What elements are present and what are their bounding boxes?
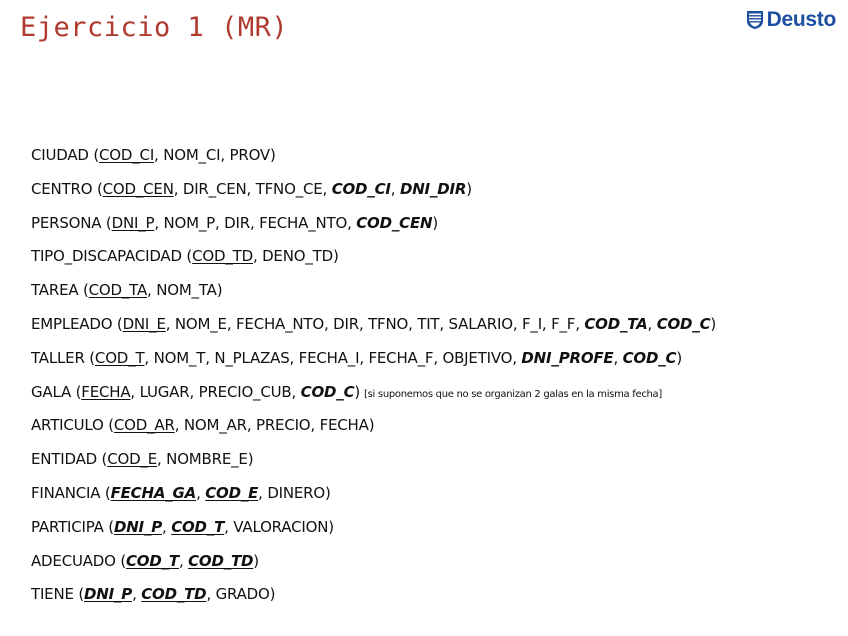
relation-row: ADECUADO (COD_T, COD_TD) xyxy=(31,551,259,570)
relation-name: CENTRO xyxy=(31,179,93,198)
attribute: FECHA_F xyxy=(368,348,434,367)
relation-row: TIPO_DISCAPACIDAD (COD_TD, DENO_TD) xyxy=(31,247,339,266)
attribute: PRECIO xyxy=(255,416,311,435)
attribute: VALORACION xyxy=(233,517,329,536)
relational-model-list xyxy=(31,141,836,614)
attribute: DIR_CEN xyxy=(182,179,247,198)
relation-name: TAREA xyxy=(31,281,79,300)
primary-key-attribute: DNI_P xyxy=(111,213,155,232)
primary-key-attribute: FECHA_GA xyxy=(110,483,197,502)
foreign-key-attribute: COD_CEN xyxy=(356,213,433,232)
foreign-key-attribute: COD_CI xyxy=(331,179,391,198)
deusto-logo xyxy=(746,8,836,32)
relation-name: TALLER xyxy=(31,348,85,367)
relation-row: ENTIDAD (COD_E, NOMBRE_E) xyxy=(31,450,254,469)
primary-key-attribute: COD_T xyxy=(171,517,225,536)
relation-name: FINANCIA xyxy=(31,483,101,502)
relation-name: PERSONA xyxy=(31,213,102,232)
attribute: SALARIO xyxy=(448,314,513,333)
attribute: PROV xyxy=(229,146,270,164)
primary-key-attribute: FECHA xyxy=(81,382,131,401)
relation-note: [si suponemos que no se organizan 2 galas en la misma fecha] xyxy=(364,388,662,400)
slide-title: Ejercicio 1 (MR) xyxy=(20,12,289,43)
attribute: PRECIO_CUB xyxy=(198,382,292,401)
attribute: N_PLAZAS xyxy=(214,348,290,367)
primary-key-attribute: COD_TD xyxy=(141,585,207,604)
relation-row: TALLER (COD_T, NOM_T, N_PLAZAS, FECHA_I, FECHA_F, OBJETIVO, DNI_PROFE, COD_C) xyxy=(31,348,683,367)
primary-key-attribute: COD_TD xyxy=(188,551,254,570)
relation-row: PERSONA (DNI_P, NOM_P, DIR, FECHA_NTO, COD_CEN) xyxy=(31,213,439,232)
attribute: FECHA xyxy=(319,416,369,435)
relation-row: CIUDAD (COD_CI, NOM_CI, PROV) xyxy=(31,146,276,164)
relation-name: CIUDAD xyxy=(31,146,89,164)
attribute: NOM_T xyxy=(153,348,206,367)
attribute: DINERO xyxy=(267,483,326,502)
foreign-key-attribute: DNI_DIR xyxy=(399,179,467,198)
attribute: FECHA_I xyxy=(298,348,360,367)
primary-key-attribute: COD_CI xyxy=(99,146,155,164)
relation-name: ENTIDAD xyxy=(31,450,97,469)
primary-key-attribute: COD_T xyxy=(94,348,145,367)
foreign-key-attribute: DNI_PROFE xyxy=(521,348,614,367)
attribute: F_I xyxy=(521,314,542,333)
attribute: NOM_E xyxy=(174,314,227,333)
foreign-key-attribute: COD_C xyxy=(622,348,677,367)
relation-row: GALA (FECHA, LUGAR, PRECIO_CUB, COD_C) [si suponemos que no se organizan 2 galas en la misma fecha] xyxy=(31,382,662,401)
relation-name: TIPO_DISCAPACIDAD xyxy=(31,247,182,266)
relation-name: TIENE xyxy=(31,585,74,604)
primary-key-attribute: COD_E xyxy=(107,450,158,469)
foreign-key-attribute: COD_C xyxy=(300,382,355,401)
attribute: GRADO xyxy=(215,585,270,604)
foreign-key-attribute: COD_C xyxy=(656,314,711,333)
attribute: OBJETIVO xyxy=(442,348,513,367)
attribute: NOM_AR xyxy=(183,416,247,435)
attribute: FECHA_NTO xyxy=(259,213,348,232)
attribute: DIR xyxy=(224,213,250,232)
primary-key-attribute: COD_TD xyxy=(192,247,253,266)
relation-row: EMPLEADO (DNI_E, NOM_E, FECHA_NTO, DIR, TFNO, TIT, SALARIO, F_I, F_F, COD_TA, COD_C) xyxy=(31,314,717,333)
primary-key-attribute: DNI_E xyxy=(122,314,166,333)
relation-row: FINANCIA (FECHA_GA, COD_E, DINERO) xyxy=(31,483,331,502)
relation-row: TIENE (DNI_P, COD_TD, GRADO) xyxy=(31,585,276,604)
attribute: TFNO_CE xyxy=(255,179,323,198)
attribute: TIT xyxy=(417,314,440,333)
relation-row: PARTICIPA (DNI_P, COD_T, VALORACION) xyxy=(31,517,334,536)
relation-name: ADECUADO xyxy=(31,551,116,570)
primary-key-attribute: COD_E xyxy=(205,483,259,502)
relation-name: GALA xyxy=(31,382,72,401)
attribute: F_F xyxy=(551,314,576,333)
relation-row: TAREA (COD_TA, NOM_TA) xyxy=(31,281,223,300)
attribute: NOM_P xyxy=(163,213,215,232)
relation-row: CENTRO (COD_CEN, DIR_CEN, TFNO_CE, COD_CI, DNI_DIR) xyxy=(31,179,472,198)
logo-text: Deusto xyxy=(766,8,836,31)
attribute: NOM_TA xyxy=(156,281,217,300)
primary-key-attribute: COD_TA xyxy=(88,281,148,300)
relation-row: ARTICULO (COD_AR, NOM_AR, PRECIO, FECHA) xyxy=(31,416,375,435)
attribute: FECHA_NTO xyxy=(235,314,324,333)
primary-key-attribute: COD_CEN xyxy=(102,179,174,198)
primary-key-attribute: DNI_P xyxy=(84,585,133,604)
relation-name: EMPLEADO xyxy=(31,314,113,333)
attribute: NOMBRE_E xyxy=(166,450,248,469)
attribute: NOM_CI xyxy=(163,146,221,164)
foreign-key-attribute: COD_TA xyxy=(584,314,648,333)
primary-key-attribute: COD_AR xyxy=(113,416,175,435)
relation-name: ARTICULO xyxy=(31,416,104,435)
relation-name: PARTICIPA xyxy=(31,517,104,536)
attribute: TFNO xyxy=(368,314,409,333)
attribute: DENO_TD xyxy=(262,247,333,266)
primary-key-attribute: COD_T xyxy=(126,551,179,570)
shield-icon xyxy=(746,10,764,30)
attribute: DIR xyxy=(333,314,359,333)
primary-key-attribute: DNI_P xyxy=(113,517,163,536)
attribute: LUGAR xyxy=(139,382,190,401)
